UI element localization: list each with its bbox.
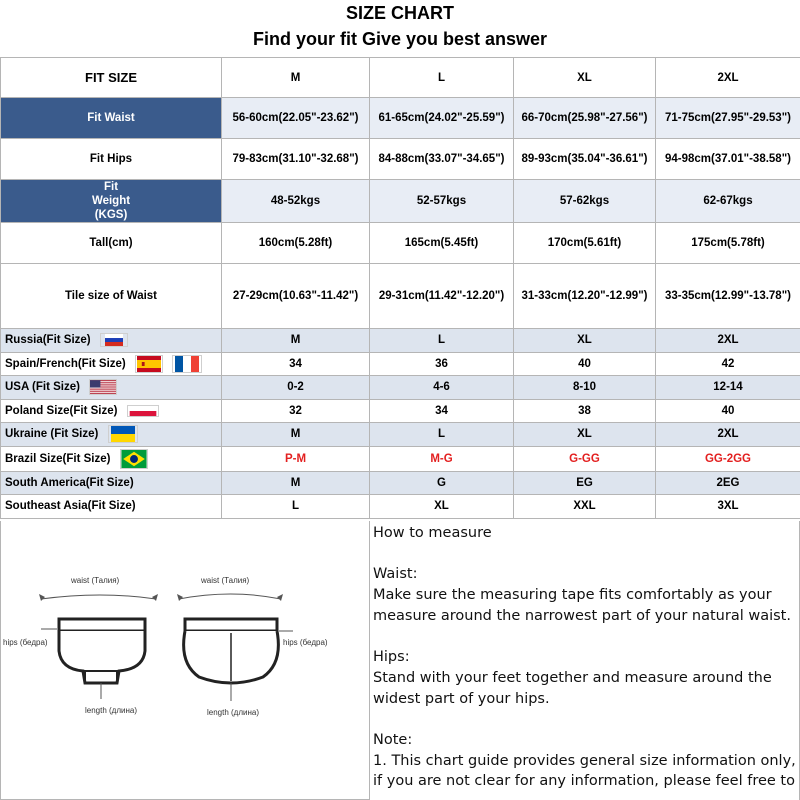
usa-flag-icon	[89, 379, 117, 395]
fit-size-header: FIT SIZE	[1, 58, 222, 98]
row-label	[1, 329, 222, 353]
table-cell: L	[370, 329, 514, 353]
table-cell: GG-2GG	[656, 446, 800, 471]
table-cell: 84-88cm(33.07"-34.65")	[370, 139, 514, 180]
table-cell: 29-31cm(11.42"-12.20")	[370, 264, 514, 329]
table-cell: 34	[222, 352, 370, 376]
size-header-l: L	[370, 58, 514, 98]
note-title: Note:	[373, 731, 413, 748]
table-cell: M-G	[370, 446, 514, 471]
fit-waist-row	[1, 98, 800, 139]
measure-heading: How to measure	[373, 525, 492, 541]
note-text: 1. This chart guide provides general size information only, if you are not clear for any information, please feel free to	[373, 752, 796, 790]
table-cell: XL	[514, 329, 656, 353]
hips-instructions: Stand with your feet together and measure around the widest part of your hips.	[373, 669, 772, 707]
page-title: SIZE CHART	[346, 3, 454, 23]
row-label	[1, 446, 222, 471]
table-cell: G	[370, 471, 514, 495]
table-cell: 40	[514, 352, 656, 376]
table-cell: XL	[514, 423, 656, 447]
fit-hips-row	[1, 139, 800, 180]
table-cell: M	[222, 329, 370, 353]
table-cell: 42	[656, 352, 800, 376]
country-label: Ukraine (Fit Size)	[5, 428, 99, 441]
size-header-m: M	[222, 58, 370, 98]
country-label: South America(Fit Size)	[1, 471, 222, 495]
row-label: Tall(cm)	[1, 223, 222, 264]
tall-row	[1, 223, 800, 264]
country-label: Poland Size(Fit Size)	[5, 404, 118, 417]
table-cell: 71-75cm(27.95"-29.53")	[656, 98, 800, 139]
country-row-poland	[1, 399, 800, 423]
hips-title: Hips:	[373, 649, 410, 666]
front-view-illustration	[39, 594, 158, 699]
row-label	[1, 376, 222, 400]
table-cell: 4-6	[370, 376, 514, 400]
country-row-russia	[1, 329, 800, 353]
table-cell: 12-14	[656, 376, 800, 400]
table-cell: 94-98cm(37.01"-38.58")	[656, 139, 800, 180]
row-label: Fit Hips	[1, 139, 222, 180]
table-cell: 40	[656, 399, 800, 423]
row-label: Fit Weight (KGS)	[1, 180, 222, 223]
country-row-ukraine	[1, 423, 800, 447]
size-header-xl: XL	[514, 58, 656, 98]
table-cell: 0-2	[222, 376, 370, 400]
ukraine-flag-icon	[108, 425, 138, 443]
table-cell: 3XL	[656, 495, 800, 519]
header-row	[1, 58, 800, 98]
size-chart-table	[0, 57, 800, 519]
table-cell: 79-83cm(31.10"-32.68")	[222, 139, 370, 180]
table-cell: 8-10	[514, 376, 656, 400]
table-cell: 89-93cm(35.04"-36.61")	[514, 139, 656, 180]
table-cell: XL	[370, 495, 514, 519]
country-label: Southeast Asia(Fit Size)	[1, 495, 222, 519]
hips-label-back: hips (бедра)	[283, 638, 328, 647]
country-label: Russia(Fit Size)	[5, 334, 91, 347]
table-cell: L	[222, 495, 370, 519]
table-cell: 27-29cm(10.63"-11.42")	[222, 264, 370, 329]
hips-label-front: hips (бедра)	[3, 638, 48, 647]
table-cell: 2XL	[656, 423, 800, 447]
table-cell: 2EG	[656, 471, 800, 495]
tile-waist-row	[1, 264, 800, 329]
table-cell: 36	[370, 352, 514, 376]
table-cell: 52-57kgs	[370, 180, 514, 223]
table-cell: 56-60cm(22.05"-23.62")	[222, 98, 370, 139]
measurement-diagram-panel	[0, 521, 370, 800]
poland-flag-icon	[127, 405, 159, 417]
table-cell: EG	[514, 471, 656, 495]
table-cell: 62-67kgs	[656, 180, 800, 223]
table-cell: 34	[370, 399, 514, 423]
france-flag-icon	[172, 355, 202, 373]
waist-label-front: waist (Талия)	[71, 576, 120, 585]
waist-instructions: Make sure the measuring tape fits comfortably as your measure around the narrowest part of your natural waist.	[373, 587, 791, 624]
table-cell: 170cm(5.61ft)	[514, 223, 656, 264]
table-cell: 2XL	[656, 329, 800, 353]
country-label: USA (Fit Size)	[5, 381, 80, 394]
table-cell: 38	[514, 399, 656, 423]
back-view-illustration	[177, 594, 293, 701]
table-cell: 160cm(5.28ft)	[222, 223, 370, 264]
length-label-back: length (длина)	[207, 708, 260, 717]
table-cell: 165cm(5.45ft)	[370, 223, 514, 264]
how-to-measure-panel	[370, 521, 800, 800]
row-label: Tile size of Waist	[1, 264, 222, 329]
underwear-measurement-diagram	[1, 521, 369, 799]
table-cell: 32	[222, 399, 370, 423]
country-row-usa	[1, 376, 800, 400]
table-cell: 66-70cm(25.98"-27.56")	[514, 98, 656, 139]
brazil-flag-icon	[120, 449, 148, 469]
length-label-front: length (длина)	[85, 706, 138, 715]
table-cell: L	[370, 423, 514, 447]
table-cell: P-M	[222, 446, 370, 471]
country-row-south-america	[1, 471, 800, 495]
table-cell: 175cm(5.78ft)	[656, 223, 800, 264]
table-cell: 61-65cm(24.02"-25.59")	[370, 98, 514, 139]
russia-flag-icon	[100, 333, 128, 347]
row-label: Fit Waist	[1, 98, 222, 139]
table-cell: M	[222, 471, 370, 495]
table-cell: G-GG	[514, 446, 656, 471]
table-cell: 33-35cm(12.99"-13.78")	[656, 264, 800, 329]
waist-label-back: waist (Талия)	[201, 576, 250, 585]
row-label	[1, 423, 222, 447]
country-row-spain-france	[1, 352, 800, 376]
table-cell: 57-62kgs	[514, 180, 656, 223]
table-cell: XXL	[514, 495, 656, 519]
spain-flag-icon	[135, 355, 163, 373]
size-header-2xl: 2XL	[656, 58, 800, 98]
fit-weight-row	[1, 180, 800, 223]
row-label	[1, 352, 222, 376]
row-label	[1, 399, 222, 423]
country-label: Brazil Size(Fit Size)	[5, 452, 111, 465]
country-row-southeast-asia	[1, 495, 800, 519]
country-row-brazil	[1, 446, 800, 471]
table-cell: M	[222, 423, 370, 447]
table-cell: 31-33cm(12.20"-12.99")	[514, 264, 656, 329]
table-cell: 48-52kgs	[222, 180, 370, 223]
page-subtitle: Find your fit Give you best answer	[252, 29, 548, 49]
waist-title: Waist:	[373, 566, 418, 583]
country-label: Spain/French(Fit Size)	[5, 357, 126, 370]
